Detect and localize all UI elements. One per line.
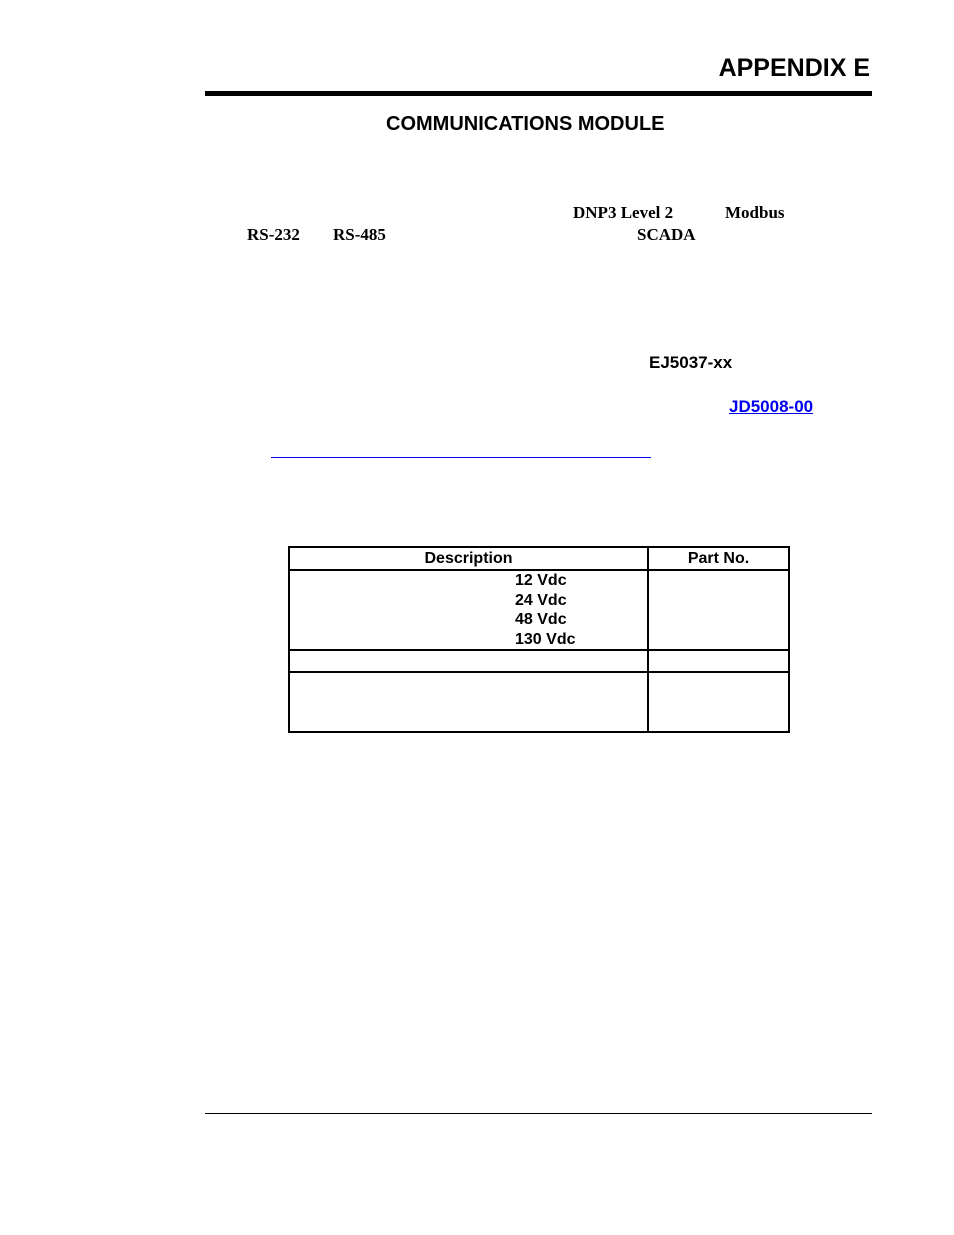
header-rule: [205, 91, 872, 96]
section-title: COMMUNICATIONS MODULE: [386, 113, 665, 135]
table-row: [289, 650, 789, 672]
part-number-ej5037: EJ5037-xx: [649, 353, 733, 372]
part-no-cell: [648, 570, 789, 650]
header-part-no: Part No.: [648, 547, 789, 570]
footer-rule: [205, 1113, 872, 1114]
link-jd5008[interactable]: JD5008-00: [729, 397, 814, 416]
table-header-row: [289, 547, 789, 570]
voltage-options-cell: [289, 570, 648, 650]
voltage-48: 48 Vdc: [515, 611, 567, 628]
appendix-heading: APPENDIX E: [718, 54, 870, 82]
voltage-130: 130 Vdc: [515, 630, 576, 648]
voltage-24: 24 Vdc: [515, 591, 567, 609]
protocol-modbus: Modbus: [725, 203, 785, 222]
part-no-cell: [648, 672, 789, 732]
part-no-cell: [648, 650, 789, 672]
table-row: [289, 570, 789, 650]
interface-rs232: RS-232: [247, 225, 300, 244]
table-row: [289, 672, 789, 732]
header-description: Description: [289, 547, 648, 570]
interface-rs485: RS-485: [333, 225, 386, 244]
voltage-12: 12 Vdc: [515, 572, 567, 589]
hyperlink-underline[interactable]: [271, 457, 651, 458]
system-scada: SCADA: [637, 225, 696, 244]
description-cell: [289, 672, 648, 732]
parts-table: [288, 546, 790, 733]
protocol-dnp3: DNP3 Level 2: [573, 203, 674, 222]
description-cell: [289, 650, 648, 672]
